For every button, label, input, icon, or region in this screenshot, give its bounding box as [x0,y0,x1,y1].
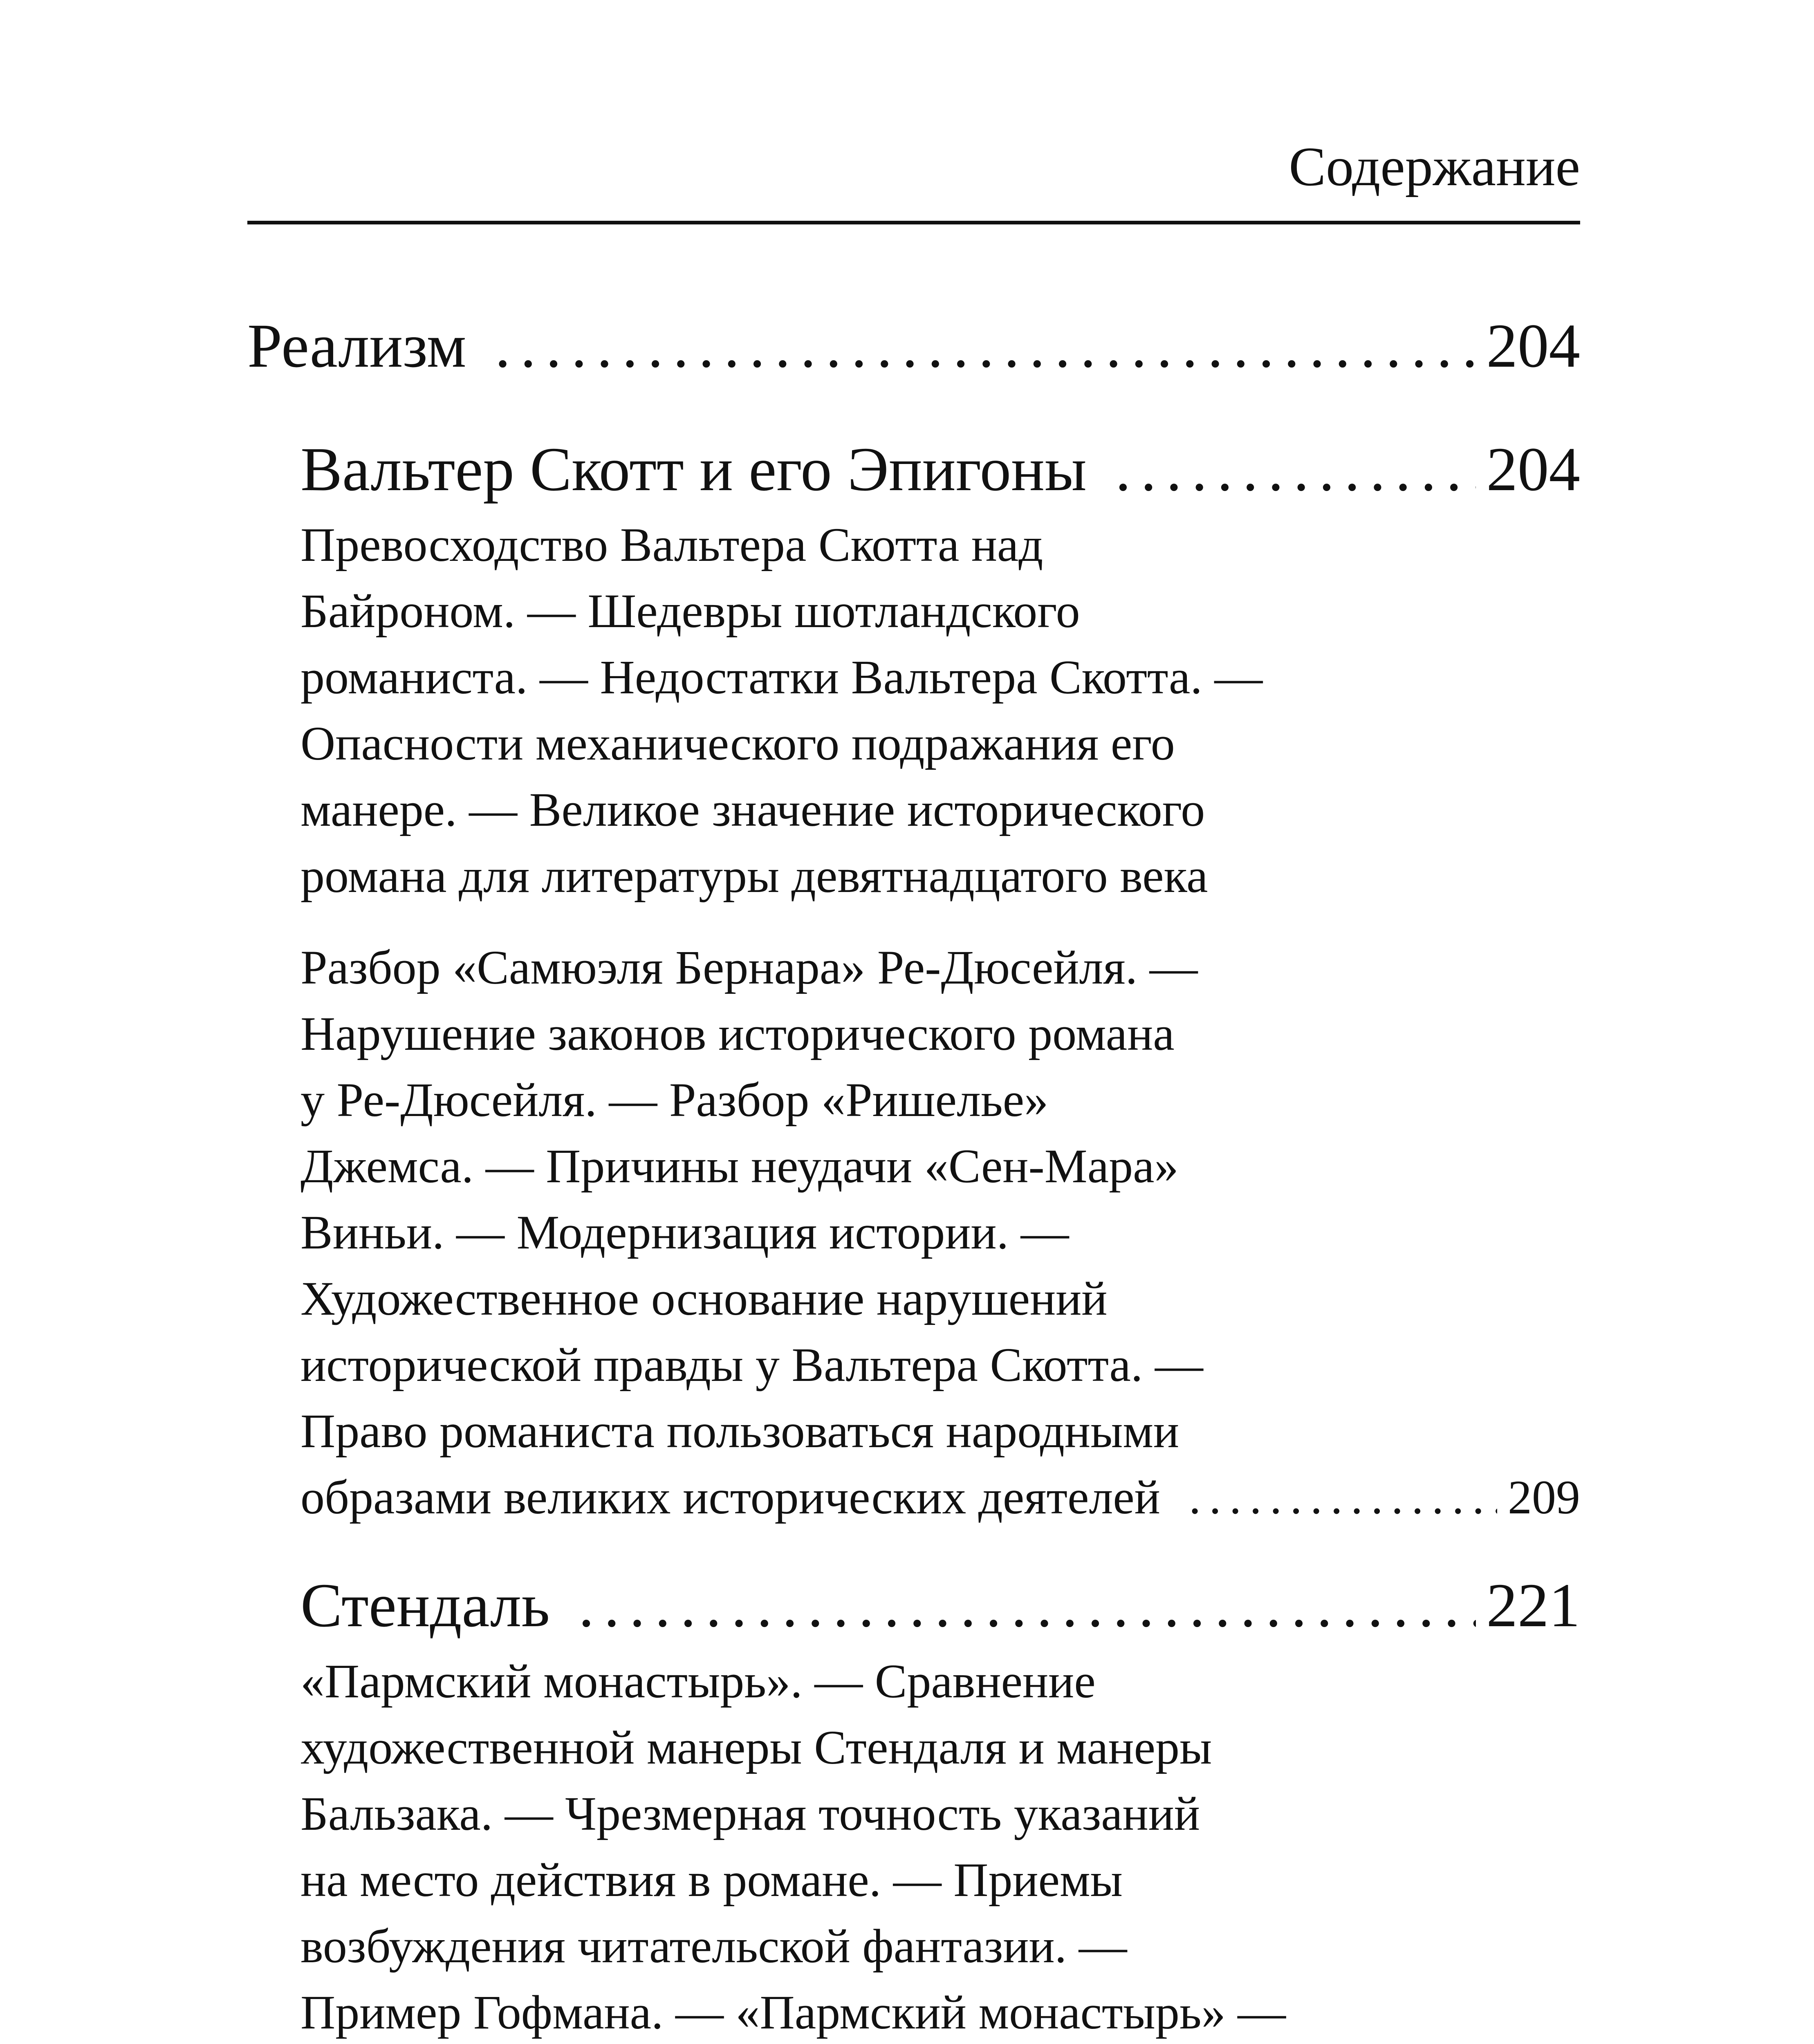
dot-leader [1115,432,1476,507]
description-line: Разбор «Самюэля Бернара» Ре-Дюсейля. — [300,941,1198,995]
description-line: образами великих исторических деятелей [300,1470,1160,1524]
toc-entry-title: Стендаль [300,1571,550,1641]
description-line: Байроном. — Шедевры шотландского [300,584,1080,638]
toc-entry-description [300,935,1404,1464]
description-line: на место действия в романе. — Приемы [300,1853,1123,1907]
description-line: Право романиста пользоваться народными [300,1404,1179,1458]
description-line: «Пармский монастырь». — Сравнение [300,1654,1096,1708]
toc-entry-page: 221 [1486,1571,1580,1641]
toc-entry-title: Вальтер Скотт и его Эпигоны [300,435,1087,504]
dot-leader [579,1568,1476,1643]
description-line: романа для литературы девятнадцатого века [300,849,1208,903]
description-line: Джемса. — Причины неудачи «Сен-Мара» [300,1139,1179,1193]
dot-leader [495,309,1475,384]
description-line: Нарушение законов исторического романа [300,1007,1175,1061]
description-line: Художественное основание нарушений [300,1272,1108,1326]
toc-entry-title: Реализм [247,312,466,381]
header-rule [247,221,1580,224]
description-line: возбуждения читательской фантазии. — [300,1919,1127,1973]
description-line: романиста. — Недостатки Вальтера Скотта. — [300,650,1263,704]
toc-entry-stendhal[interactable] [300,1568,1580,1643]
toc-entry-description [300,512,1404,909]
toc-subentry-historical-novel[interactable] [300,1464,1580,1531]
description-line: у Ре-Дюсейля. — Разбор «Ришелье» [300,1073,1049,1127]
toc-entry-scott[interactable] [300,432,1580,507]
toc-entry-description [300,1648,1404,2044]
description-line: исторической правды у Вальтера Скотта. — [300,1338,1203,1392]
toc-entry-page: 204 [1486,435,1580,504]
dot-leader [1189,1464,1497,1531]
toc-entry-page: 209 [1508,1470,1580,1524]
description-line: Опасности механического подражания его [300,717,1175,771]
description-line: Бальзака. — Чрезмерная точность указаний [300,1786,1200,1840]
description-line: Виньи. — Модернизация истории. — [300,1206,1069,1260]
description-line: манере. — Великое значение исторического [300,783,1205,837]
running-header: Содержание [1289,136,1580,197]
description-line: Пример Гофмана. — «Пармский монастырь» — [300,1985,1286,2039]
toc-entry-page: 204 [1486,312,1580,381]
description-line: художественной манеры Стендаля и манеры [300,1720,1212,1774]
description-line: Превосходство Вальтера Скотта над [300,518,1043,572]
toc-entry-realism[interactable] [247,309,1580,384]
table-of-contents [247,245,1580,2044]
